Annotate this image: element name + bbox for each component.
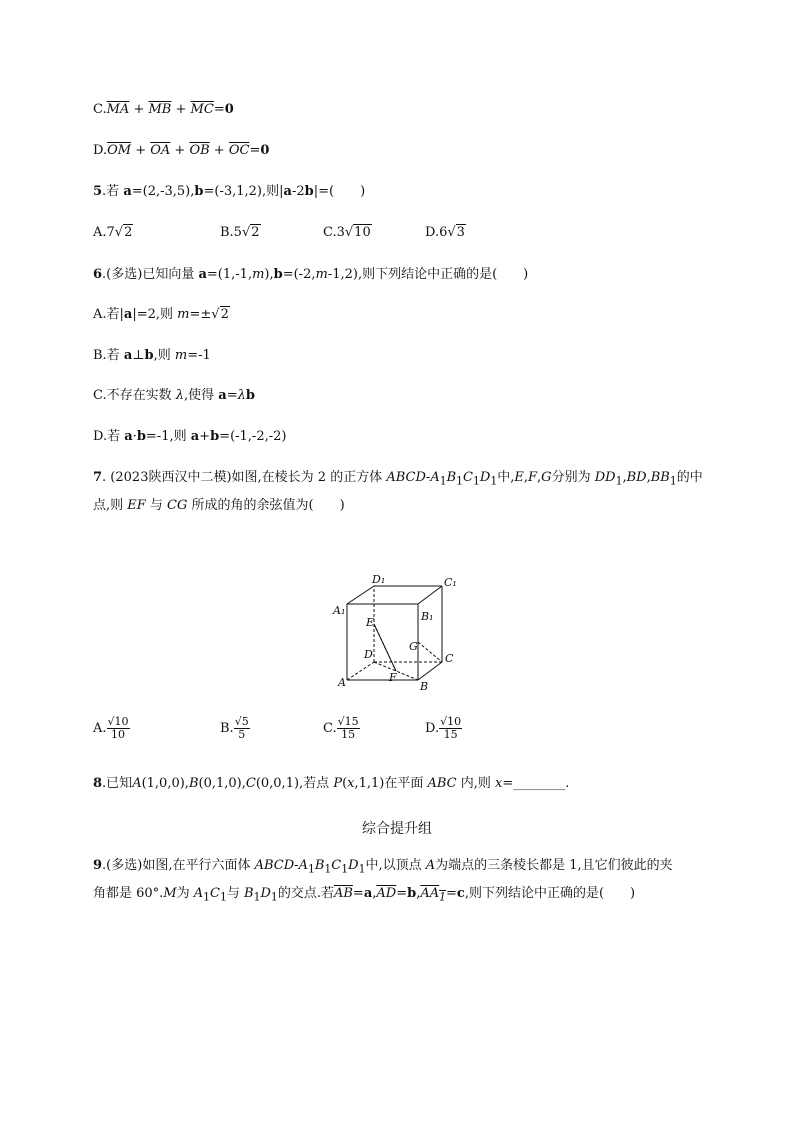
edge-b1-c1 <box>418 586 442 604</box>
edge-a1-d1 <box>347 586 374 604</box>
q5-option-c: C.3√10 <box>323 225 371 240</box>
question-9-line-2: 角都是 60°.M为 $A_1C_1$与 $B_1D_1$的交点.若$\overline{AB}=a,\overline{AD}=b,AA_1=c$,则下列结论中正确的是( ) <box>93 886 636 904</box>
q6-option-a: A.若|a|=2,则 m=±√2 <box>93 307 229 322</box>
question-7-line-1: 7. (2023陕西汉中二模)如图,在棱长为 2 的正方体 ABCD-$A_1B_1C_1D_1$中,E,F,G分别为 $DD_1,BD,BB_1$的中 <box>93 470 703 488</box>
option-c-vector-sum: $C.\overline{MA} + \overline{MB} + \overline{MC}=0$ <box>93 102 234 117</box>
question-5: 5.若 a=(2,-3,5),b=(-3,1,2),则|a-2b|=( ) <box>93 184 366 199</box>
segment-c-g <box>418 642 442 662</box>
question-7-line-2: 点,则 EF 与 CG 所成的角的余弦值为( ) <box>93 498 345 513</box>
q7-option-b: B. $\frac{√5}{5}$ <box>220 715 249 741</box>
q7-option-a: A. $\frac{√10}{10}$ <box>93 715 129 741</box>
q6-option-c: C.不存在实数 λ,使得 a=λb <box>93 388 255 403</box>
edge-a-d <box>347 662 374 680</box>
question-9-line-1: 9.(多选)如图,在平行六面体 ABCD-$A_1B_1C_1D_1$中,以顶点 A为端点的三条棱长都是 1,且它们彼此的夹 <box>93 858 673 876</box>
label-b: B <box>420 680 429 693</box>
label-b1: B₁ <box>421 610 434 623</box>
label-a: A <box>338 676 346 689</box>
q6-option-b: B.若 a⊥b,则 m=-1 <box>93 348 211 363</box>
option-d-vector-sum: $D.\overline{OM} + \overline{OA} + \overline{OB} + \overline{OC}=0$ <box>93 143 270 158</box>
q7-option-d: D. $\frac{√10}{15}$ <box>425 715 462 741</box>
label-d1: D₁ <box>372 574 386 586</box>
label-g: G <box>409 640 418 653</box>
label-a1: A₁ <box>333 604 346 617</box>
label-d: D <box>364 648 373 661</box>
label-e: E <box>366 616 375 629</box>
segment-e-g <box>374 624 396 671</box>
q5-option-d: D.6√3 <box>425 225 465 240</box>
edge-b-c <box>418 662 442 680</box>
q6-option-d: D.若 a·b=-1,则 a+b=(-1,-2,-2) <box>93 429 287 444</box>
q5-option-a: A.7√2 <box>93 225 133 240</box>
label-f: F <box>389 671 397 684</box>
q7-option-c: C. $\frac{√15}{15}$ <box>323 715 359 741</box>
question-6: 6.(多选)已知向量 a=(1,-1,m),b=(-2,m-1,2),则下列结论中正确的是( ) <box>93 267 529 282</box>
cube-figure <box>330 574 470 694</box>
question-8: 8.已知A(1,0,0),B(0,1,0),C(0,0,1),若点 P(x,1,1)在平面 ABC 内,则 x=________. <box>93 776 570 791</box>
label-c1: C₁ <box>444 576 457 589</box>
section-title: 综合提升组 <box>362 821 432 837</box>
label-c: C <box>445 652 454 665</box>
q5-option-b: B.5√2 <box>220 225 260 240</box>
